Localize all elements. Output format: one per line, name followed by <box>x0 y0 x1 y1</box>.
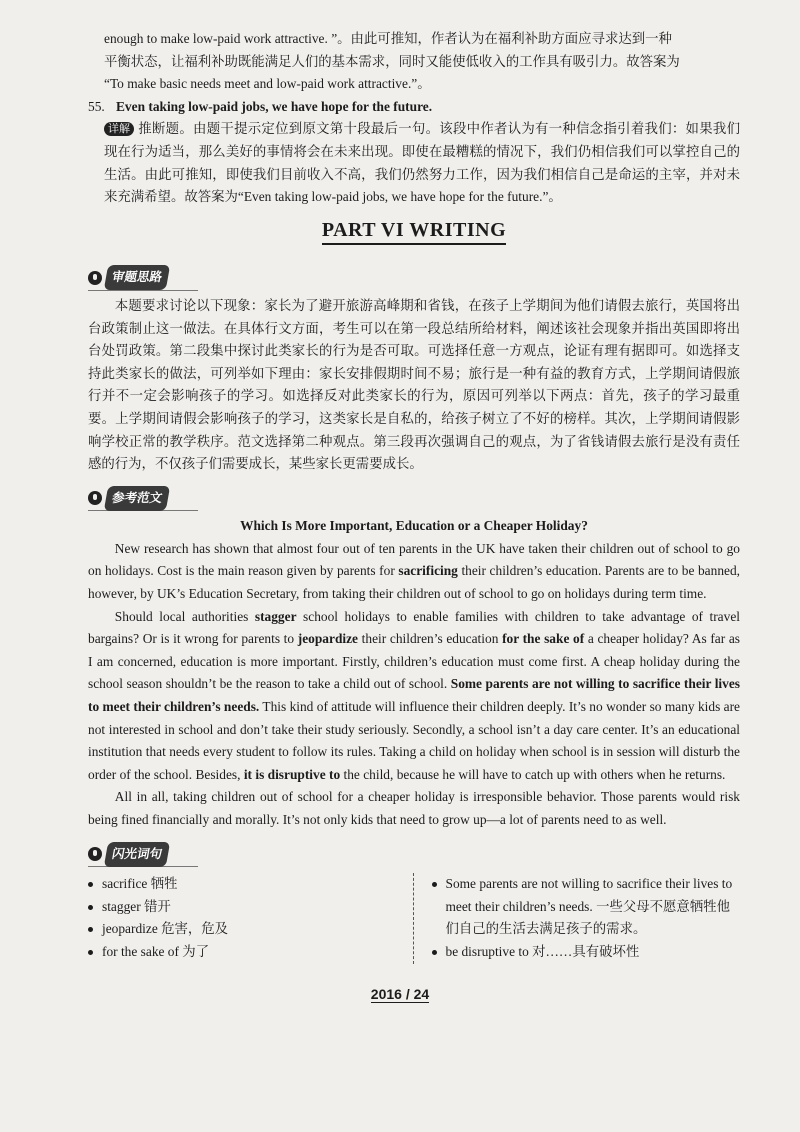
bulb-icon <box>88 847 102 861</box>
vocab-heading-label: 闪光词句 <box>104 842 170 867</box>
vocab-left-column <box>88 873 414 963</box>
analysis-heading-label: 审题思路 <box>104 265 170 290</box>
bulb-icon <box>88 271 102 285</box>
q54-tail-line3: “To make basic needs meet and low-paid work attractive.”。 <box>104 76 431 92</box>
vocab-heading <box>88 842 198 868</box>
essay-paragraph-2: Should local authorities stagger school holidays to enable families with children to take advantage of travel bargains? Or is it wrong for parents to jeopardize their children’s education for the sake of a cheaper holiday? As far as I am concerned, education is more important. Firstly, children’s education must come first. A cheap holiday during the school season shouldn’t be the reason to take a child out of school. Some parents are not willing to sacrifice their lives to meet their children’s needs. This kind of attitude will influence their children deeply. It’s no wonder so many kids are not interested in school and don’t take their study seriously. Secondly, a school isn’t a day care center. It’s an educational institution that needs every student to follow its rules. Taking a child on holiday when school is in session will disturb the order of the school. Besides, it is disruptive to the child, because he will have to catch up with others when he returns. <box>88 608 741 782</box>
vocab-item: Some parents are not willing to sacrifice their lives to meet their children’s needs. 一些父母不愿意牺牲他们自己的生活去满足孩子的需求。 <box>432 873 741 941</box>
question-number: 55. <box>88 98 105 114</box>
question-answer: Even taking low-paid jobs, we have hope for the future. <box>116 98 433 114</box>
sample-heading-label: 参考范文 <box>104 486 170 511</box>
essay-paragraph-1: New research has shown that almost four out of ten parents in the UK have taken their children out of school to go on holidays. Cost is the main reason given by parents for sacrificing their children’s education. Parents are to be banned, however, by UK’s Education Secretary, from taking their children out of school to go on holidays during term time. <box>88 540 741 602</box>
vocab-item: stagger 错开 <box>88 896 397 919</box>
page-number: 2016 / 24 <box>370 986 430 1002</box>
bulb-icon <box>88 491 102 505</box>
essay-paragraph-3: All in all, taking children out of school for a cheaper holiday is irresponsible behavior. Those parents would risk being fined financially and morally. It’s not only kids that need to grow up—a lot of parents need to as well. <box>88 789 740 827</box>
detail-badge: 详解 <box>104 122 134 136</box>
vocab-item: for the sake of 为了 <box>88 941 397 964</box>
vocab-item: be disruptive to 对……具有破坏性 <box>432 941 741 964</box>
q55-explanation <box>88 118 740 208</box>
essay-title: Which Is More Important, Education or a Cheaper Holiday? <box>240 518 588 534</box>
analysis-heading <box>88 265 198 291</box>
question-55 <box>88 96 740 119</box>
q54-tail-line2: 平衡状态，让福利补助既能满足人们的基本需求，同时又能使低收入的工作具有吸引力。故答案为 <box>104 53 680 69</box>
document-page <box>88 28 740 964</box>
explanation-text: 推断题。由题干提示定位到原文第十段最后一句。该段中作者认为有一种信念指引着我们：如果我们现在行为适当，那么美好的事情将会在未来出现。即使在最糟糕的情况下，我们仍相信我们可以掌控自己的生活。由此可推知，即使我们目前收入不高，我们仍然努力工作，因为我们相信自己是命运的主宰，并对未来充满希望。故答案为“Even taking low-paid jobs, we have hope for the future.”。 <box>104 121 740 205</box>
part-title: PART VI WRITING <box>88 219 740 242</box>
sample-heading <box>88 486 198 512</box>
vocab-item: sacrifice 牺牲 <box>88 873 397 896</box>
vocab-item: jeopardize 危害，危及 <box>88 918 397 941</box>
vocab-right-column <box>414 873 741 963</box>
q54-tail-line1: enough to make low-paid work attractive. ”。由此可推知，作者认为在福利补助方面应寻求达到一种 <box>104 31 672 46</box>
analysis-text: 本题要求讨论以下现象：家长为了避开旅游高峰期和省钱，在孩子上学期间为他们请假去旅行，英国将出台政策制止这一做法。在具体行文方面，考生可以在第一段总结所给材料，阐述该社会现象并指出英国即将出台处罚政策。第二段集中探讨此类家长的行为是否可取。可选择任意一方观点，论证有理有据即可。如选择支持此类家长的做法，可列举如下理由：家长安排假期时间不易；旅行是一种有益的教育方式，上学期间请假旅行并不一定会影响孩子的学习。如选择反对此类家长的行为，原因可列举以下两点：首先，孩子的学习最重要。上学期间请假会影响孩子的学习，这类家长是自私的，给孩子树立了不好的榜样。其次，上学期间请假影响学校正常的教学秩序。范文选择第二种观点。第三段再次强调自己的观点，为了省钱请假去旅行是没有责任感的行为，不仅孩子们需要成长，某些家长更需要成长。 <box>88 297 740 472</box>
vocab-list <box>88 873 740 963</box>
